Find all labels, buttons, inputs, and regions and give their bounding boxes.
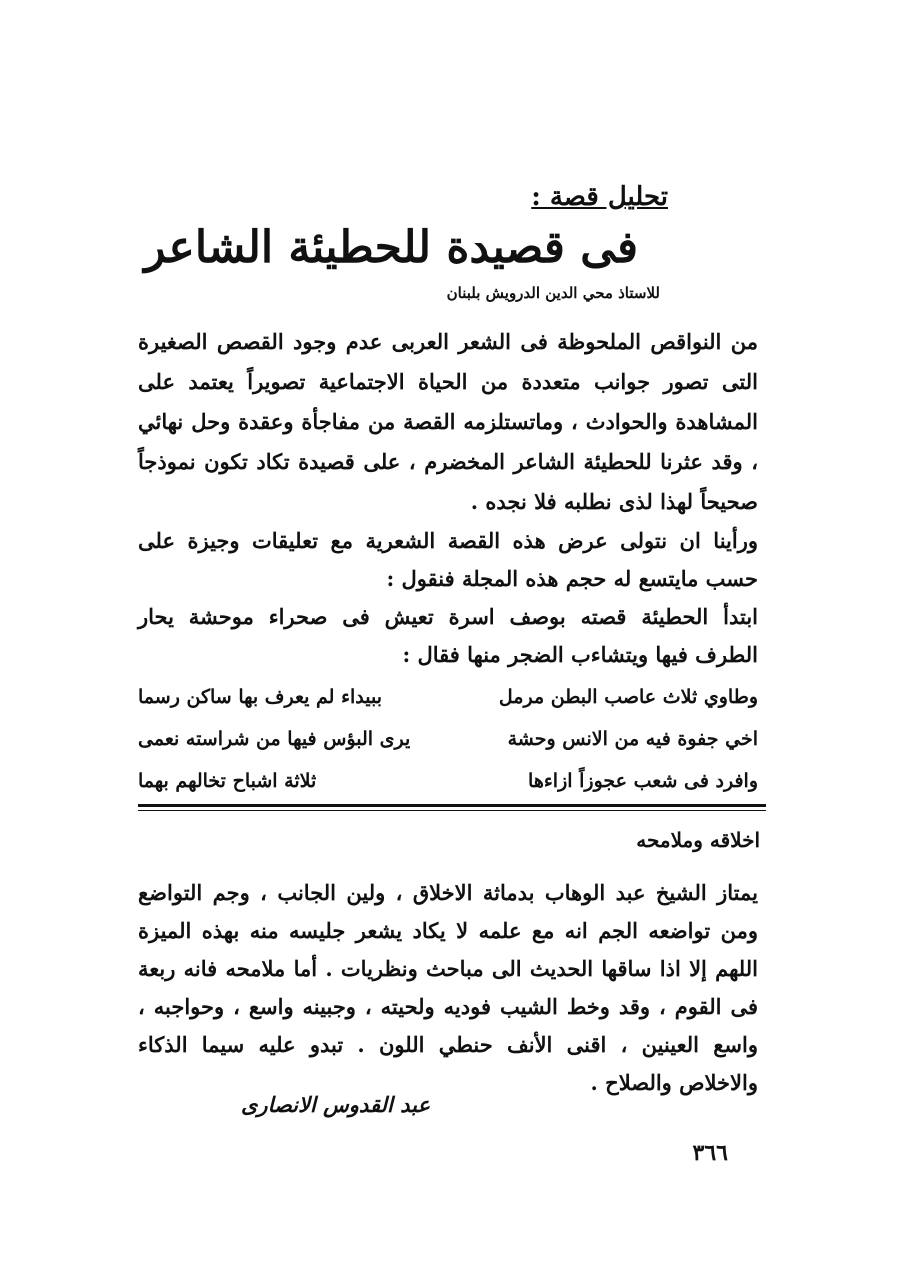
- verse-second-hemistich: يرى البؤس فيها من شراسته نعمى: [138, 728, 411, 750]
- poem-verse: [138, 718, 758, 760]
- section-heading: اخلاقه وملامحه: [636, 828, 760, 852]
- paragraph-approach: ورأينا ان نتولى عرض هذه القصة الشعرية مع تعليقات وجيزة على حسب مايتسع له حجم هذه المجلة فنقول :: [138, 528, 758, 591]
- verse-first-hemistich: اخي جفوة فيه من الانس وحشة: [507, 728, 758, 750]
- paragraph-intro: من النواقص الملحوظة فى الشعر العربى عدم وجود القصص الصغيرة التى تصور جوانب متعددة من الحياة الاجتماعية تصويراً يعتمد على المشاهدة والحوادث ، وماتستلزمه القصة من مفاجأة وعقدة وحل نهائي ، وقد عثرنا للحطيئة الشاعر المخضرم ، على قصيدة تكاد تكون نموذجاً صحيحاً لهذا لذى نطلبه فلا نجده .: [138, 329, 758, 514]
- verse-first-hemistich: وطاوي ثلاث عاصب البطن مرمل: [498, 686, 758, 708]
- paragraph-story-start: ابتدأ الحطيئة قصته بوصف اسرة تعيش فى صحراء موحشة يحار الطرف فيها ويتشاءب الضجر منها فقال :: [138, 604, 758, 667]
- section-divider-thin: [138, 810, 766, 811]
- byline: للاستاذ محي الدين الدرويش بلبنان: [446, 284, 660, 302]
- verse-second-hemistich: ببيداء لم يعرف بها ساكن رسما: [138, 686, 383, 708]
- poem-verse: [138, 676, 758, 718]
- article-title: فى قصيدة للحطيئة الشاعر: [144, 222, 638, 273]
- author-signature: عبد القدوس الانصارى: [240, 1092, 430, 1117]
- section-divider: [138, 804, 766, 807]
- verse-second-hemistich: ثلاثة اشباح تخالهم بهما: [138, 770, 317, 792]
- page-number: ٣٦٦: [692, 1140, 728, 1166]
- section-label: تحليل قصة :: [531, 182, 668, 212]
- poem-verse: [138, 760, 758, 802]
- paragraph-character: يمتاز الشيخ عبد الوهاب بدماثة الاخلاق ، ولين الجانب ، وجم التواضع ومن تواضعه الجم انه مع علمه لا يكاد يشعر جليسه منه بهذه الميزة اللهم إلا اذا ساقها الحديث الى مباحث ونظريات . أما ملامحه فانه ربعة فى القوم ، وقد وخط الشيب فوديه ولحيته ، وجبينه واسع ، وحواجبه ، واسع العينين ، اقنى الأنف حنطي اللون . تبدو عليه سيما الذكاء والاخلاص والصلاح .: [138, 880, 758, 1095]
- poem: [138, 676, 758, 802]
- verse-first-hemistich: وافرد فى شعب عجوزاً ازاءها: [528, 770, 758, 792]
